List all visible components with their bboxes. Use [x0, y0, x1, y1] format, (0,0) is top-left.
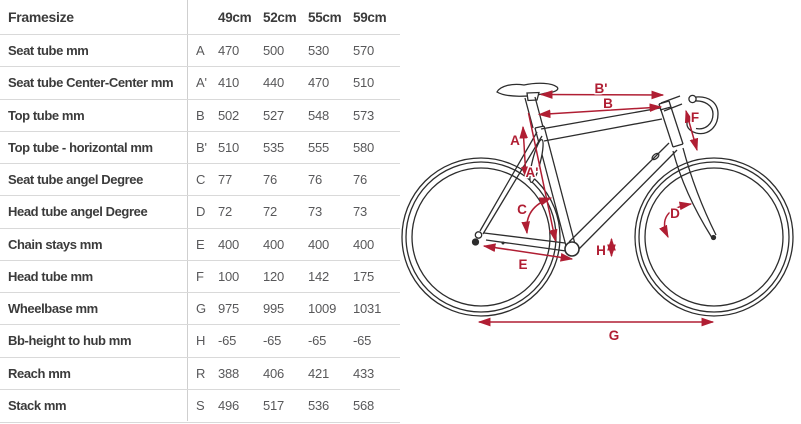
row-letter: E — [196, 236, 205, 252]
column-header-52cm: 52cm — [263, 9, 297, 25]
label-f: F — [690, 110, 700, 125]
row-value: 975 — [218, 301, 240, 317]
row-value: 76 — [308, 172, 323, 188]
row-value: 400 — [308, 236, 330, 252]
row-label: Chain stays mm — [0, 229, 188, 260]
row-value: 502 — [218, 107, 240, 123]
row-value: 72 — [263, 204, 278, 220]
row-letter: B — [196, 107, 205, 123]
row-value: 470 — [308, 75, 330, 91]
table-row — [0, 389, 400, 421]
label-a-prime: A' — [525, 165, 539, 180]
table-row — [0, 292, 400, 324]
row-value: 510 — [353, 75, 375, 91]
table-row — [0, 66, 400, 98]
row-value: 142 — [308, 268, 330, 284]
row-letter: B' — [196, 139, 207, 155]
row-value: 440 — [263, 75, 285, 91]
row-value: -65 — [308, 333, 327, 349]
row-letter: R — [196, 365, 206, 381]
row-letter: D — [196, 204, 206, 220]
row-value: 548 — [308, 107, 330, 123]
row-letter: S — [196, 397, 205, 413]
row-label: Seat tube Center-Center mm — [0, 67, 188, 98]
column-header-59cm: 59cm — [353, 9, 387, 25]
label-c: C — [517, 202, 527, 217]
table-row — [0, 260, 400, 292]
row-value: 573 — [353, 107, 375, 123]
label-a: A — [510, 133, 520, 148]
row-value: 400 — [353, 236, 375, 252]
label-e: E — [518, 257, 528, 272]
row-value: 555 — [308, 139, 330, 155]
row-label: Head tube angel Degree — [0, 196, 188, 227]
row-value: 421 — [308, 365, 330, 381]
table-row — [0, 324, 400, 356]
row-value: 535 — [263, 139, 285, 155]
row-value: 580 — [353, 139, 375, 155]
row-letter: A' — [196, 75, 207, 91]
row-value: 76 — [263, 172, 278, 188]
row-value: 1009 — [308, 301, 337, 317]
table-body — [0, 34, 400, 421]
label-b: B — [603, 96, 613, 111]
row-value: -65 — [263, 333, 282, 349]
row-letter: C — [196, 172, 206, 188]
row-value: 995 — [263, 301, 285, 317]
row-label: Bb-height to hub mm — [0, 325, 188, 356]
row-letter: F — [196, 268, 204, 284]
table-title: Framesize — [0, 0, 188, 34]
table-header-row — [0, 0, 400, 34]
row-value: 410 — [218, 75, 240, 91]
row-value: 1031 — [353, 301, 382, 317]
table-row — [0, 228, 400, 260]
row-value: 500 — [263, 43, 285, 59]
table-row — [0, 163, 400, 195]
row-value: -65 — [218, 333, 237, 349]
row-label: Wheelbase mm — [0, 293, 188, 324]
label-d: D — [670, 206, 680, 221]
row-label: Head tube mm — [0, 261, 188, 292]
row-value: -65 — [353, 333, 372, 349]
row-label: Top tube - horizontal mm — [0, 132, 188, 163]
row-label: Top tube mm — [0, 100, 188, 131]
table-row — [0, 195, 400, 227]
row-value: 406 — [263, 365, 285, 381]
column-header-55cm: 55cm — [308, 9, 342, 25]
row-value: 517 — [263, 397, 285, 413]
table-row — [0, 131, 400, 163]
row-value: 527 — [263, 107, 285, 123]
row-value: 510 — [218, 139, 240, 155]
row-value: 400 — [218, 236, 240, 252]
row-label: Stack mm — [0, 390, 188, 421]
row-letter: A — [196, 43, 205, 59]
row-value: 400 — [263, 236, 285, 252]
column-header-49cm: 49cm — [218, 9, 252, 25]
bike-geometry-diagram — [400, 0, 801, 424]
table-row — [0, 34, 400, 66]
row-value: 530 — [308, 43, 330, 59]
row-value: 100 — [218, 268, 240, 284]
row-value: 72 — [218, 204, 233, 220]
row-value: 568 — [353, 397, 375, 413]
row-value: 536 — [308, 397, 330, 413]
label-b-prime: B' — [594, 81, 608, 96]
label-h: H — [596, 243, 606, 258]
row-value: 73 — [308, 204, 323, 220]
row-value: 120 — [263, 268, 285, 284]
row-value: 73 — [353, 204, 368, 220]
row-value: 388 — [218, 365, 240, 381]
row-value: 433 — [353, 365, 375, 381]
table-row — [0, 99, 400, 131]
label-g: G — [608, 328, 620, 343]
row-value: 496 — [218, 397, 240, 413]
row-letter: H — [196, 333, 206, 349]
framesize-table — [0, 0, 400, 423]
row-label: Seat tube angel Degree — [0, 164, 188, 195]
row-value: 470 — [218, 43, 240, 59]
row-value: 175 — [353, 268, 375, 284]
row-letter: G — [196, 301, 206, 317]
row-label: Reach mm — [0, 358, 188, 389]
letter-column-header — [188, 0, 210, 34]
row-value: 570 — [353, 43, 375, 59]
row-label: Seat tube mm — [0, 35, 188, 66]
row-value: 76 — [353, 172, 368, 188]
row-value: 77 — [218, 172, 233, 188]
table-row — [0, 357, 400, 389]
